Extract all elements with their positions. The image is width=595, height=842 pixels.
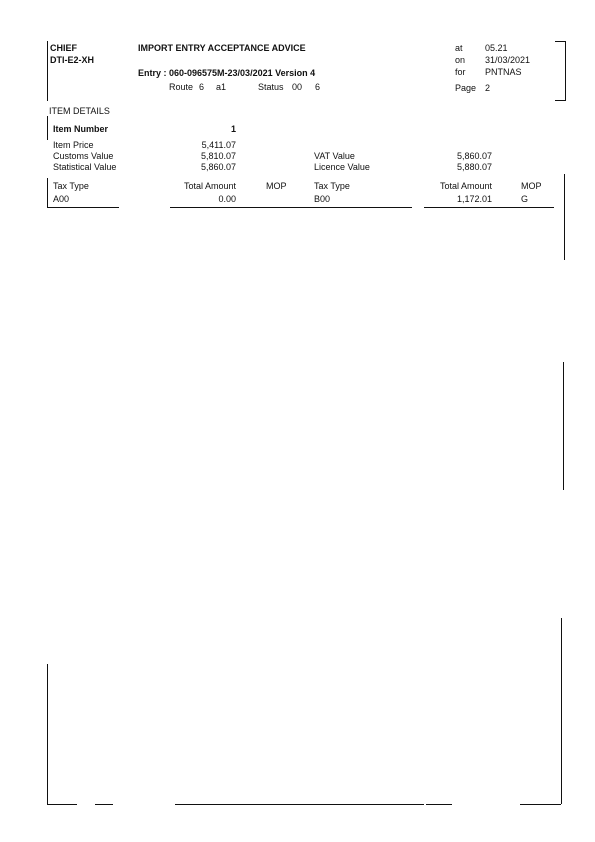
frame-right-mid-rule <box>563 362 564 490</box>
statistical-value-label: Statistical Value <box>53 162 117 172</box>
status-value: 00 <box>292 82 303 92</box>
total-amount-header-right: Total Amount <box>439 181 492 191</box>
total-amount-right: 1,172.01 <box>456 194 492 204</box>
vat-value-label: VAT Value <box>314 151 355 161</box>
at-value: 05.21 <box>485 43 508 53</box>
on-label: on <box>455 55 466 65</box>
for-label: for <box>455 67 466 77</box>
header-left-bracket <box>47 41 48 101</box>
at-label: at <box>455 43 463 53</box>
licence-value-label: Licence Value <box>314 162 370 172</box>
total-amount-header-left: Total Amount <box>183 181 236 191</box>
tax-table-rule-right <box>424 207 554 208</box>
item-details-title: ITEM DETAILS <box>49 106 110 116</box>
frame-bottom-rule-right <box>426 804 452 805</box>
route-extra: a1 <box>216 82 227 92</box>
entry-line: Entry : 060-096575M-23/03/2021 Version 4 <box>138 68 316 78</box>
frame-bottom-rule-long <box>175 804 424 805</box>
item-price-value: 5,411.07 <box>201 140 236 150</box>
tax-table-right-rule <box>564 174 565 260</box>
frame-right-lower-rule <box>561 618 562 804</box>
status-label: Status <box>258 82 284 92</box>
mop-right: G <box>521 194 529 204</box>
page-value: 2 <box>485 83 491 93</box>
total-amount-left: 0.00 <box>218 194 236 204</box>
frame-left-lower-rule <box>47 664 48 804</box>
licence-value-value: 5,880.07 <box>456 162 492 172</box>
tax-table-rule-middle <box>170 207 412 208</box>
item-number-label: Item Number <box>53 124 109 134</box>
customs-value-label: Customs Value <box>53 151 114 161</box>
tax-type-header-right: Tax Type <box>314 181 350 191</box>
tax-type-right: B00 <box>314 194 331 204</box>
system-code: DTI-E2-XH <box>50 55 95 65</box>
customs-value-value: 5,810.07 <box>200 151 236 161</box>
statistical-value-value: 5,860.07 <box>200 162 236 172</box>
document-title: IMPORT ENTRY ACCEPTANCE ADVICE <box>138 43 306 53</box>
system-name: CHIEF <box>50 43 77 53</box>
mop-header-right: MOP <box>521 181 542 191</box>
frame-bottom-rule-end <box>520 804 561 805</box>
vat-value-value: 5,860.07 <box>456 151 492 161</box>
header-right-bracket-bottom <box>555 100 565 101</box>
for-value: PNTNAS <box>485 67 522 77</box>
item-number-value: 1 <box>231 124 237 134</box>
tax-table-rule-left <box>47 207 119 208</box>
tax-type-left: A00 <box>53 194 70 204</box>
tax-table-left-rule <box>47 178 48 208</box>
header-right-bracket-top <box>555 41 565 42</box>
status-extra: 6 <box>315 82 321 92</box>
on-value: 31/03/2021 <box>485 55 531 65</box>
tax-type-header-left: Tax Type <box>53 181 89 191</box>
route-value: 6 <box>199 82 205 92</box>
route-label: Route <box>169 82 194 92</box>
frame-bottom-rule-middle <box>95 804 113 805</box>
frame-bottom-rule-left <box>47 804 77 805</box>
mop-header-left: MOP <box>266 181 287 191</box>
header-right-bracket <box>565 41 566 101</box>
page-label: Page <box>455 83 477 93</box>
item-price-label: Item Price <box>53 140 94 150</box>
item-details-left-rule <box>47 116 48 140</box>
